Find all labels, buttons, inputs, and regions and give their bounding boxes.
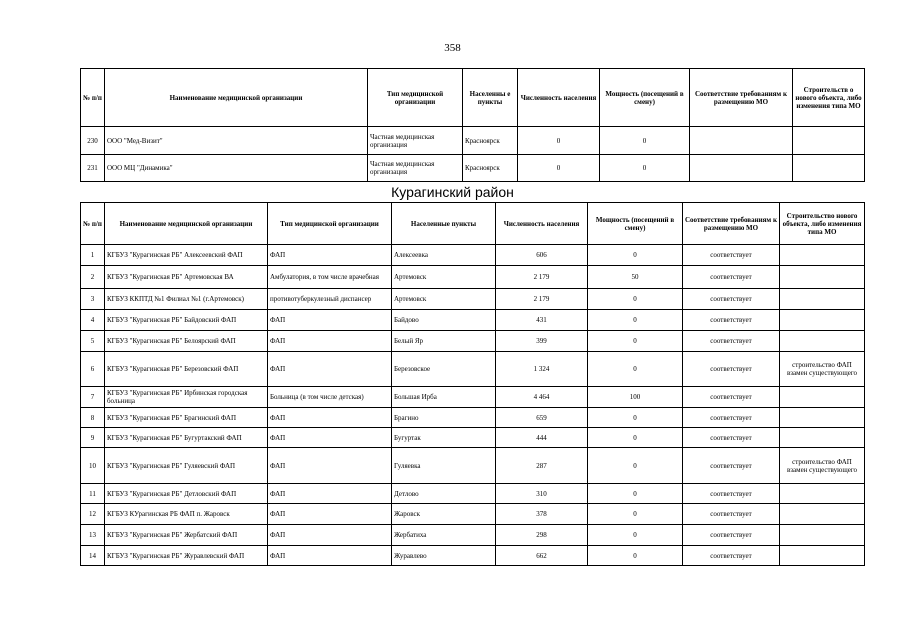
cell-settlement: Бугуртак [392, 428, 496, 448]
table-row [81, 289, 865, 310]
cell-num: 6 [81, 352, 105, 387]
header-name: Наименование медицинской организации [105, 69, 368, 127]
cell-settlement: Алексеевка [392, 245, 496, 266]
cell-compliance: соответствует [683, 428, 780, 448]
cell-compliance: соответствует [683, 387, 780, 408]
cell-num: 230 [81, 127, 105, 155]
table-header-row [81, 69, 865, 127]
cell-capacity: 0 [588, 428, 683, 448]
cell-capacity: 0 [588, 245, 683, 266]
cell-construction [793, 127, 865, 155]
cell-compliance: соответствует [683, 310, 780, 331]
header-name: Наименование медицинской организации [105, 203, 268, 245]
cell-settlement: Журавлево [392, 546, 496, 566]
table-row [81, 546, 865, 566]
header-type: Тип медицинской организации [268, 203, 392, 245]
cell-population: 310 [496, 484, 588, 504]
cell-capacity: 0 [588, 504, 683, 525]
cell-population: 1 324 [496, 352, 588, 387]
cell-construction [780, 266, 865, 289]
cell-settlement: Гуляевка [392, 448, 496, 484]
cell-compliance: соответствует [683, 408, 780, 428]
cell-population: 659 [496, 408, 588, 428]
cell-capacity: 0 [588, 546, 683, 566]
cell-compliance: соответствует [683, 504, 780, 525]
cell-name: КГБУЗ "Курагинская РБ" Белоярский ФАП [105, 331, 268, 352]
header-settlements: Населенные пункты [392, 203, 496, 245]
cell-compliance: соответствует [683, 546, 780, 566]
header-population: Численность населения [518, 69, 600, 127]
district-title: Курагинский район [391, 184, 514, 200]
cell-type: ФАП [268, 428, 392, 448]
cell-settlement: Красноярск [463, 155, 518, 182]
cell-num: 11 [81, 484, 105, 504]
cell-construction [780, 525, 865, 546]
cell-type: Больница (в том числе детская) [268, 387, 392, 408]
cell-capacity: 0 [588, 408, 683, 428]
cell-population: 2 179 [496, 289, 588, 310]
cell-type: ФАП [268, 310, 392, 331]
cell-name: КГБУЗ "Курагинская РБ" Брагинский ФАП [105, 408, 268, 428]
cell-capacity: 0 [588, 525, 683, 546]
cell-population: 2 179 [496, 266, 588, 289]
cell-name: ООО МЦ "Динамика" [105, 155, 368, 182]
cell-num: 231 [81, 155, 105, 182]
cell-type: ФАП [268, 484, 392, 504]
cell-population: 4 464 [496, 387, 588, 408]
cell-population: 606 [496, 245, 588, 266]
table-row [81, 352, 865, 387]
cell-capacity: 100 [588, 387, 683, 408]
cell-compliance: соответствует [683, 448, 780, 484]
table-row [81, 245, 865, 266]
cell-compliance [690, 127, 793, 155]
cell-construction: строительство ФАП взамен существующего [780, 352, 865, 387]
cell-name: КГБУЗ "Курагинская РБ" Журавлевский ФАП [105, 546, 268, 566]
table-row [81, 331, 865, 352]
table-row [81, 387, 865, 408]
cell-capacity: 0 [588, 352, 683, 387]
header-capacity: Мощность (посещений в смену) [600, 69, 690, 127]
cell-population: 298 [496, 525, 588, 546]
cell-construction [780, 484, 865, 504]
table-row [81, 127, 865, 155]
cell-type: ФАП [268, 408, 392, 428]
table-header-row [81, 203, 865, 245]
cell-num: 5 [81, 331, 105, 352]
cell-construction [780, 289, 865, 310]
cell-construction [780, 387, 865, 408]
kuraginsky-district-table [80, 202, 865, 566]
cell-name: КГБУЗ "Курагинская РБ" Алексеевский ФАП [105, 245, 268, 266]
cell-compliance: соответствует [683, 525, 780, 546]
cell-compliance [690, 155, 793, 182]
cell-type: ФАП [268, 245, 392, 266]
cell-capacity: 0 [588, 484, 683, 504]
cell-population: 399 [496, 331, 588, 352]
cell-capacity: 0 [588, 310, 683, 331]
cell-compliance: соответствует [683, 289, 780, 310]
cell-construction [780, 408, 865, 428]
table-row [81, 448, 865, 484]
table-row [81, 266, 865, 289]
cell-compliance: соответствует [683, 266, 780, 289]
cell-type: ФАП [268, 546, 392, 566]
cell-type: Частная медицинская организация [368, 127, 463, 155]
cell-capacity: 0 [600, 127, 690, 155]
cell-capacity: 50 [588, 266, 683, 289]
table-row [81, 504, 865, 525]
cell-num: 13 [81, 525, 105, 546]
cell-name: КГБУЗ "Курагинская РБ" Артемовская ВА [105, 266, 268, 289]
cell-num: 3 [81, 289, 105, 310]
header-capacity: Мощность (посещений в смену) [588, 203, 683, 245]
cell-name: КГБУЗ "Курагинская РБ" Байдовский ФАП [105, 310, 268, 331]
cell-name: КГБУЗ "Курагинская РБ" Жербатский ФАП [105, 525, 268, 546]
header-type: Тип медицинской организации [368, 69, 463, 127]
cell-population: 431 [496, 310, 588, 331]
cell-type: ФАП [268, 331, 392, 352]
cell-num: 4 [81, 310, 105, 331]
cell-settlement: Березовское [392, 352, 496, 387]
cell-name: ООО "Мед-Визит" [105, 127, 368, 155]
cell-compliance: соответствует [683, 352, 780, 387]
cell-num: 8 [81, 408, 105, 428]
cell-settlement: Белый Яр [392, 331, 496, 352]
cell-num: 7 [81, 387, 105, 408]
cell-capacity: 0 [588, 448, 683, 484]
header-compliance: Соответствие требованиям к размещению МО [690, 69, 793, 127]
cell-compliance: соответствует [683, 245, 780, 266]
page-number: 358 [444, 42, 461, 54]
cell-name: КГБУЗ КУрагинская РБ ФАП п. Жаровск [105, 504, 268, 525]
header-construction: Строительств о нового объекта, либо изменения типа МО [793, 69, 865, 127]
cell-settlement: Жербатиха [392, 525, 496, 546]
cell-num: 9 [81, 428, 105, 448]
cell-type: ФАП [268, 525, 392, 546]
cell-settlement: Большая Ирба [392, 387, 496, 408]
cell-name: КГБУЗ "Курагинская РБ" Бугуртакский ФАП [105, 428, 268, 448]
cell-type: ФАП [268, 504, 392, 525]
cell-construction [780, 331, 865, 352]
header-compliance: Соответствие требованиям к размещению МО [683, 203, 780, 245]
cell-capacity: 0 [588, 289, 683, 310]
cell-num: 12 [81, 504, 105, 525]
cell-construction [780, 245, 865, 266]
cell-compliance: соответствует [683, 331, 780, 352]
header-population: Численность населения [496, 203, 588, 245]
header-construction: Строительство нового объекта, либо изменения типа МО [780, 203, 865, 245]
cell-settlement: Артемовск [392, 289, 496, 310]
cell-settlement: Красноярск [463, 127, 518, 155]
cell-construction [780, 546, 865, 566]
cell-name: КГБУЗ "Курагинская РБ" Ирбинская городская больница [105, 387, 268, 408]
cell-population: 0 [518, 127, 600, 155]
cell-construction: строительство ФАП взамен существующего [780, 448, 865, 484]
cell-name: КГБУЗ "Курагинская РБ" Детловский ФАП [105, 484, 268, 504]
cell-num: 14 [81, 546, 105, 566]
cell-num: 1 [81, 245, 105, 266]
cell-name: КГБУЗ ККПТД №1 Филиал №1 (г.Артемовск) [105, 289, 268, 310]
cell-type: Частная медицинская организация [368, 155, 463, 182]
table-row [81, 408, 865, 428]
cell-population: 444 [496, 428, 588, 448]
cell-num: 10 [81, 448, 105, 484]
cell-construction [780, 504, 865, 525]
cell-population: 378 [496, 504, 588, 525]
cell-construction [780, 428, 865, 448]
cell-name: КГБУЗ "Курагинская РБ" Березовский ФАП [105, 352, 268, 387]
cell-settlement: Жаровск [392, 504, 496, 525]
cell-settlement: Байдово [392, 310, 496, 331]
table-row [81, 525, 865, 546]
organizations-table-top [80, 68, 865, 182]
cell-population: 662 [496, 546, 588, 566]
cell-population: 0 [518, 155, 600, 182]
cell-name: КГБУЗ "Курагинская РБ" Гуляевский ФАП [105, 448, 268, 484]
cell-construction [780, 310, 865, 331]
header-num: № п/п [81, 203, 105, 245]
table-row [81, 155, 865, 182]
cell-type: ФАП [268, 352, 392, 387]
cell-settlement: Брагино [392, 408, 496, 428]
cell-settlement: Детлово [392, 484, 496, 504]
cell-capacity: 0 [600, 155, 690, 182]
cell-num: 2 [81, 266, 105, 289]
cell-type: Амбулатория, в том числе врачебная [268, 266, 392, 289]
cell-compliance: соответствует [683, 484, 780, 504]
cell-settlement: Артемовск [392, 266, 496, 289]
header-num: № п/п [81, 69, 105, 127]
table-row [81, 310, 865, 331]
cell-type: противотуберкулезный диспансер [268, 289, 392, 310]
table-row [81, 428, 865, 448]
table-row [81, 484, 865, 504]
cell-capacity: 0 [588, 331, 683, 352]
cell-type: ФАП [268, 448, 392, 484]
header-settlements: Населенны е пункты [463, 69, 518, 127]
cell-population: 287 [496, 448, 588, 484]
cell-construction [793, 155, 865, 182]
